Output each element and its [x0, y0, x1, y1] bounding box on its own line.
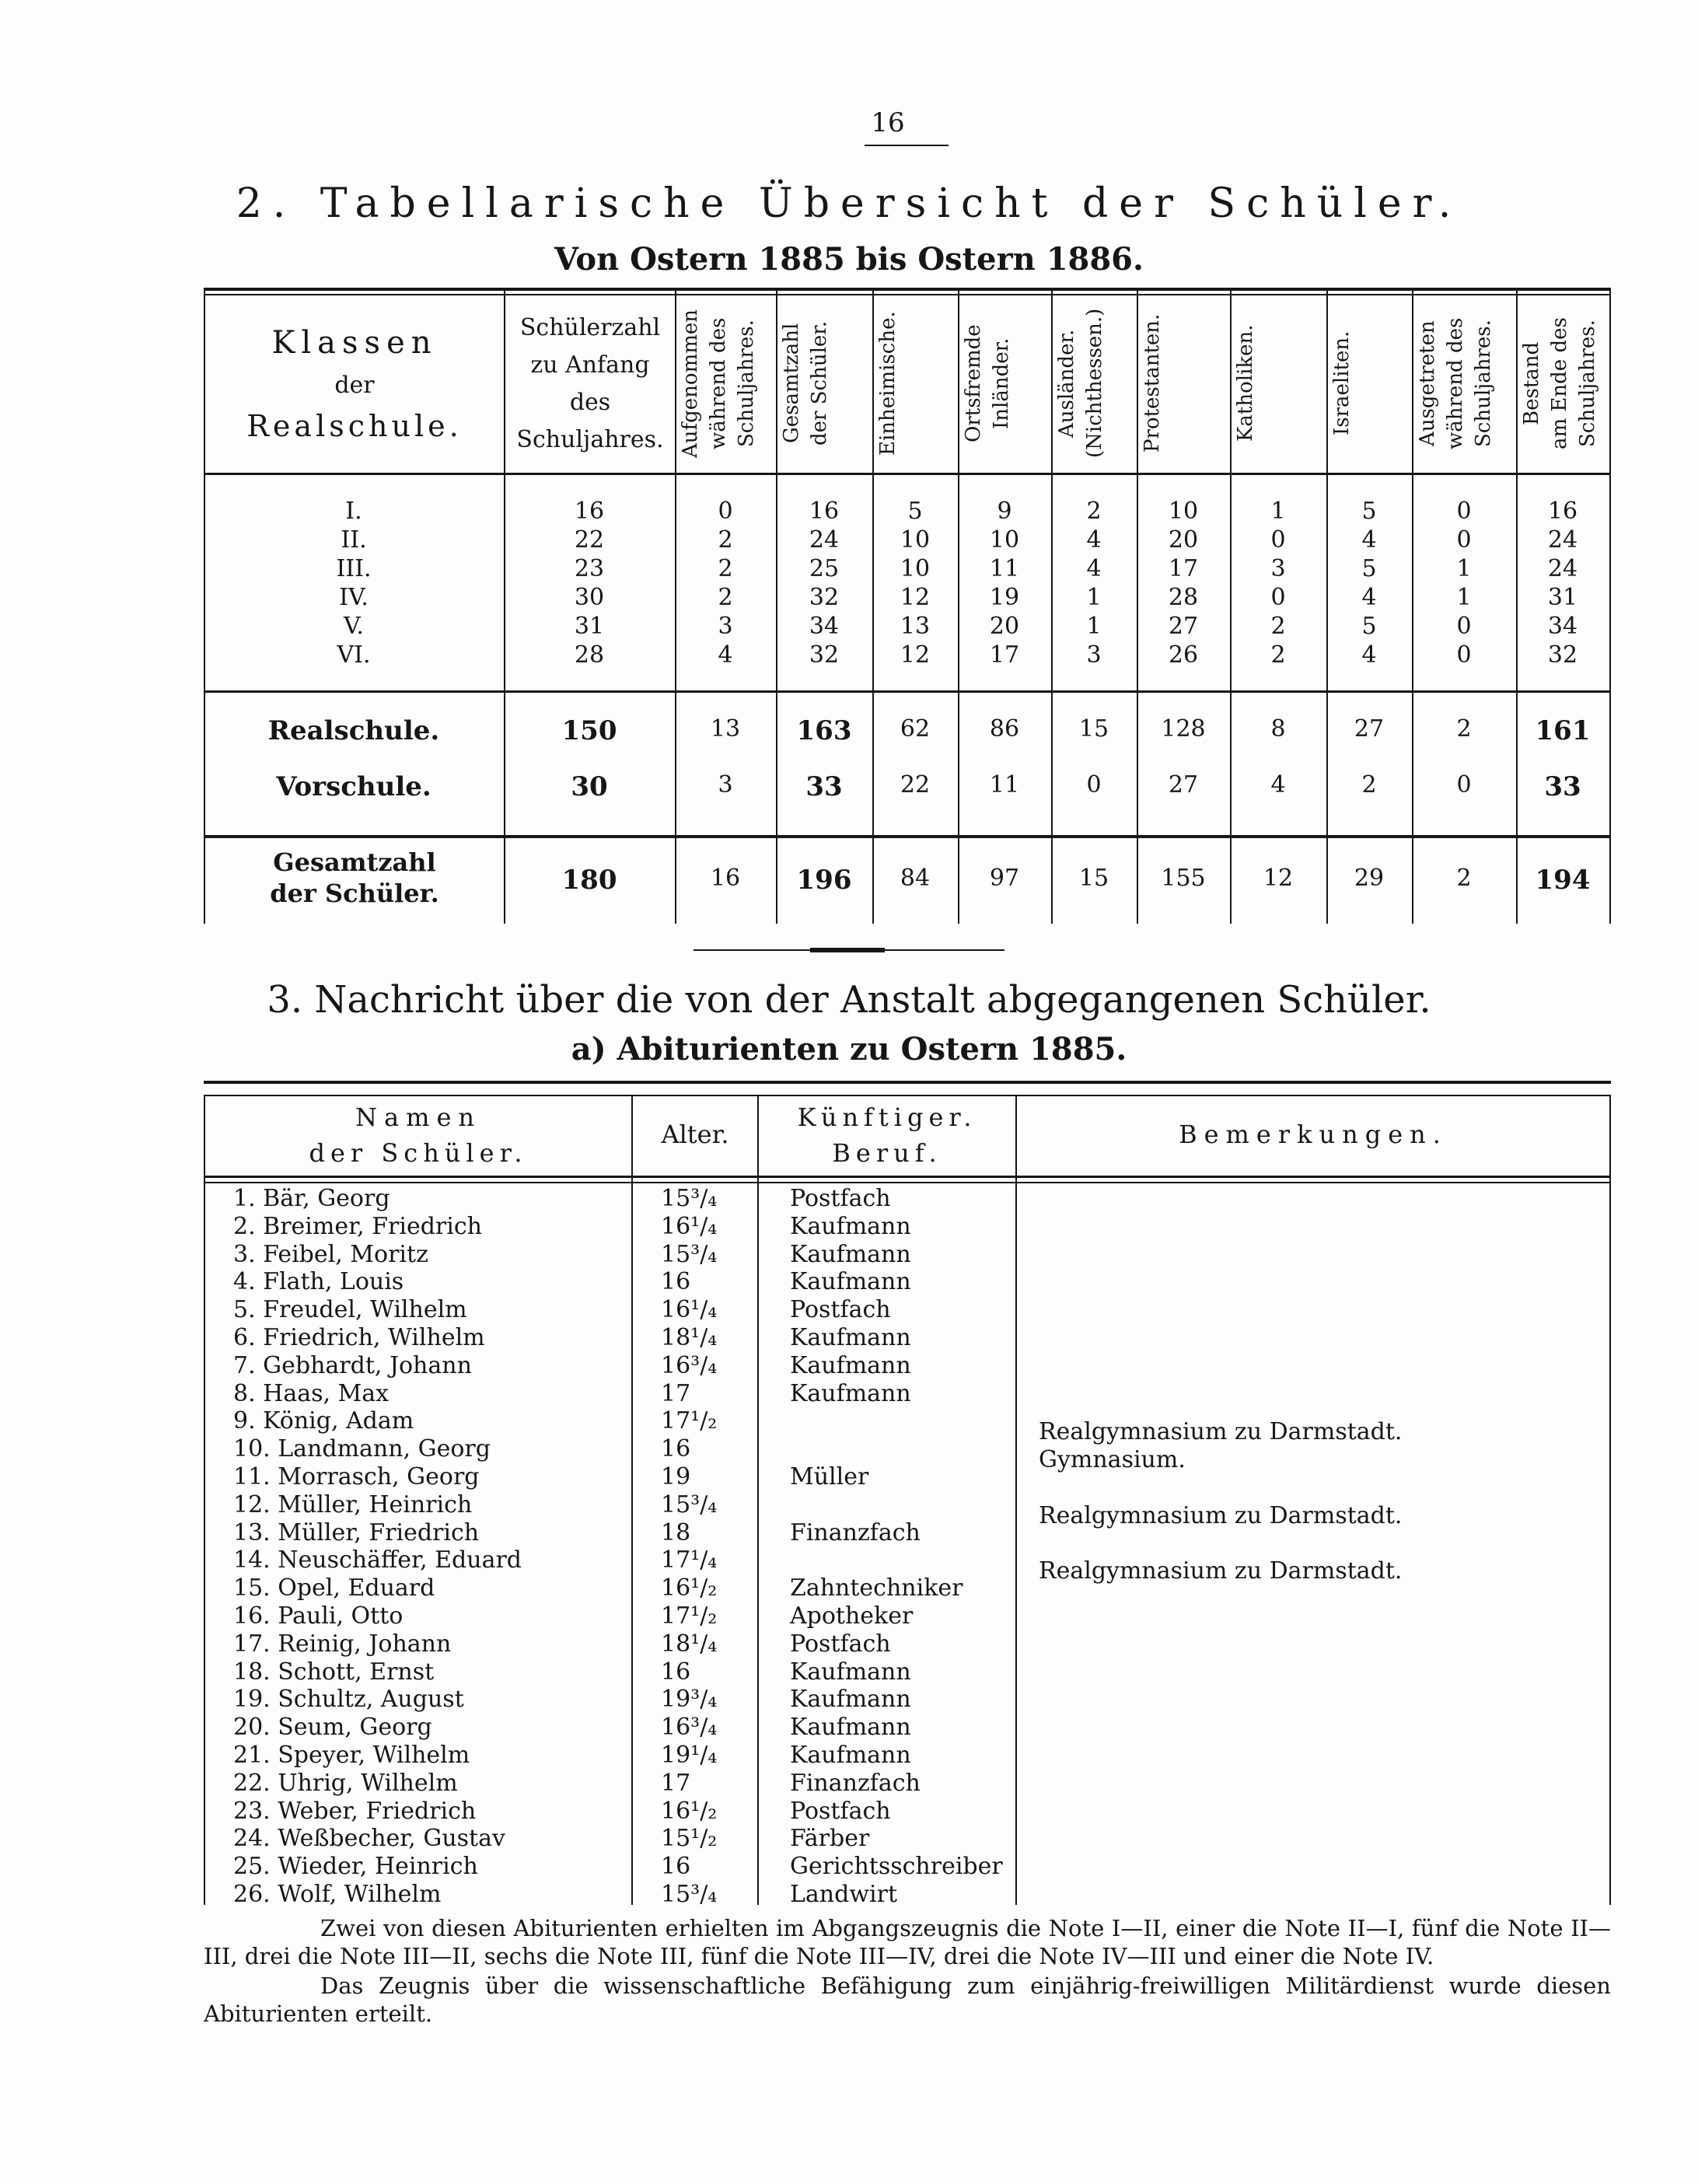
header-ortsfremde: Ortsfremde Inländer.: [962, 324, 1013, 442]
gesamt-cell: 29: [1354, 865, 1385, 892]
student-age: 16: [661, 1658, 691, 1686]
student-name: 12. Müller, Heinrich: [233, 1491, 473, 1518]
student-profession: Kaufmann: [790, 1241, 911, 1268]
student-name: 23. Weber, Friedrich: [233, 1798, 477, 1825]
gesamt-label-2: der Schüler.: [270, 879, 439, 908]
student-age: 15³/₄: [661, 1241, 718, 1268]
header-schuelerzahl-2: zu Anfang: [530, 351, 650, 379]
table-cell: 5: [1361, 555, 1377, 582]
student-profession: Kaufmann: [790, 1324, 911, 1351]
student-age: 16³/₄: [661, 1714, 718, 1741]
student-remark: Realgymnasium zu Darmstadt.: [1039, 1502, 1403, 1529]
table-cell: 24: [1547, 555, 1578, 582]
table-cell: 20: [1168, 526, 1199, 554]
table2-top-rule: [204, 1081, 1611, 1084]
realschule-cell: 2: [1456, 715, 1472, 743]
student-profession: Kaufmann: [790, 1742, 911, 1769]
header-schuelerzahl-4: Schuljahres.: [516, 426, 664, 453]
table-cell: 1: [1456, 555, 1472, 582]
student-profession: Postfach: [790, 1630, 891, 1658]
student-age: 16¹/₄: [661, 1296, 718, 1323]
student-remark: Gymnasium.: [1039, 1446, 1186, 1473]
table-cell: 2: [1086, 498, 1102, 525]
table-cell: 16: [574, 498, 605, 525]
student-name: 16. Pauli, Otto: [233, 1602, 404, 1630]
col-line: [1609, 289, 1611, 924]
table-cell: 23: [574, 555, 605, 582]
student-age: 16: [661, 1268, 691, 1295]
gesamt-cell: 155: [1161, 865, 1206, 892]
student-age: 15³/₄: [661, 1881, 718, 1908]
table-cell: 31: [574, 613, 605, 640]
table-cell: 28: [1168, 584, 1199, 611]
table-cell: 11: [989, 555, 1020, 582]
student-age: 19¹/₄: [661, 1742, 718, 1769]
table-cell: 10: [1168, 498, 1199, 525]
gesamt-cell: 84: [900, 865, 931, 892]
student-profession: Gerichtsschreiber: [790, 1853, 1003, 1880]
header-aufgenommen: Aufgenommen während des Schuljahres.: [679, 309, 758, 458]
table-cell: 4: [1086, 526, 1102, 554]
table-cell: 9: [997, 498, 1012, 525]
student-age: 19³/₄: [661, 1686, 718, 1713]
table-top-rule-thin: [204, 294, 1611, 295]
table-cell: 34: [809, 613, 840, 640]
student-profession: Finanzfach: [790, 1519, 921, 1546]
table-cell: 1: [1086, 584, 1102, 611]
header-schuelerzahl-3: des: [569, 389, 611, 416]
col-line: [204, 1095, 205, 1905]
section2-subtitle: Von Ostern 1885 bis Ostern 1886.: [554, 241, 1144, 278]
table-cell: 16: [1547, 498, 1578, 525]
realschule-cell: 163: [796, 715, 852, 746]
class-label: IV.: [339, 584, 369, 611]
section3-subtitle: a) Abiturienten zu Ostern 1885.: [571, 1031, 1127, 1068]
header-protestanten: Protestanten.: [1141, 313, 1164, 453]
student-profession: Postfach: [790, 1185, 891, 1212]
student-profession: Kaufmann: [790, 1213, 911, 1240]
vorschule-cell: 0: [1086, 771, 1102, 798]
footnote-certificate: Das Zeugnis über die wissenschaftliche Befähigung zum einjährig-freiwilligen Militärdienst wurde diesen Abiturienten erteilt.: [204, 1973, 1611, 2027]
vorschule-cell: 27: [1168, 771, 1199, 798]
student-age: 15³/₄: [661, 1491, 718, 1518]
table-cell: 12: [900, 584, 931, 611]
section3-title: 3. Nachricht über die von der Anstalt abgegangenen Schüler.: [267, 978, 1431, 1022]
student-profession: Kaufmann: [790, 1658, 911, 1686]
table-cell: 0: [1456, 641, 1472, 669]
class-label: I.: [345, 498, 362, 525]
header-beruf-2: Beruf.: [832, 1138, 942, 1168]
header-bemerkungen: Bemerkungen.: [1179, 1120, 1448, 1149]
student-profession: Kaufmann: [790, 1686, 911, 1713]
table-cell: 26: [1168, 641, 1199, 669]
gesamt-cell: 194: [1535, 865, 1591, 896]
student-name: 5. Freudel, Wilhelm: [233, 1296, 467, 1323]
footnote-grades: Zwei von diesen Abiturienten erhielten im Abgangszeugnis die Note I—II, einer die Note II—I, fünf die Note II—III, drei die Note III—II, sechs die Note III, fünf die Note III—IV, drei die Note IV—III und einer die Note IV.: [204, 1915, 1611, 1969]
vorschule-cell: 4: [1270, 771, 1286, 798]
realschule-cell: 150: [561, 715, 617, 746]
student-age: 19: [661, 1463, 691, 1490]
table2-top-rule-thin: [204, 1095, 1611, 1096]
student-name: 14. Neuschäffer, Eduard: [233, 1546, 522, 1574]
table-cell: 2: [1270, 641, 1286, 669]
table-cell: 3: [1270, 555, 1286, 582]
student-name: 6. Friedrich, Wilhelm: [233, 1324, 485, 1351]
vorschule-cell: 3: [718, 771, 733, 798]
table-cell: 2: [718, 555, 733, 582]
subtotal-bottom-rule: [204, 835, 1611, 838]
page-number: 16: [871, 107, 905, 138]
realschule-cell: 8: [1270, 715, 1286, 743]
table-cell: 28: [574, 641, 605, 669]
table-cell: 10: [989, 526, 1020, 554]
vorschule-cell: 0: [1456, 771, 1472, 798]
student-age: 17¹/₂: [661, 1407, 718, 1434]
student-profession: Kaufmann: [790, 1352, 911, 1379]
header-namen-2: der Schüler.: [309, 1138, 528, 1168]
table-cell: 2: [718, 526, 733, 554]
col-line: [757, 1095, 759, 1905]
table-cell: 4: [1086, 555, 1102, 582]
realschule-cell: 15: [1078, 715, 1109, 743]
table2-header-rule: [204, 1176, 1611, 1178]
table-cell: 0: [1456, 613, 1472, 640]
vorschule-cell: 2: [1361, 771, 1377, 798]
table-cell: 4: [1361, 584, 1377, 611]
student-age: 16³/₄: [661, 1352, 718, 1379]
student-age: 16¹/₄: [661, 1213, 718, 1240]
table-cell: 16: [809, 498, 840, 525]
student-age: 18¹/₄: [661, 1324, 718, 1351]
student-name: 4. Flath, Louis: [233, 1268, 404, 1295]
student-name: 3. Feibel, Moritz: [233, 1241, 428, 1268]
table-cell: 3: [718, 613, 733, 640]
header-namen-1: Namen: [355, 1102, 481, 1132]
header-klassen-3: Realschule.: [246, 409, 463, 443]
gesamt-cell: 180: [561, 865, 617, 896]
table-cell: 20: [989, 613, 1020, 640]
table-cell: 5: [1361, 498, 1377, 525]
student-age: 16¹/₂: [661, 1798, 718, 1825]
student-name: 1. Bär, Georg: [233, 1185, 390, 1212]
gesamt-cell: 196: [796, 865, 852, 896]
student-name: 21. Speyer, Wilhelm: [233, 1742, 470, 1769]
table-cell: 12: [900, 641, 931, 669]
vorschule-cell: 22: [900, 771, 931, 798]
student-age: 16: [661, 1435, 691, 1462]
student-age: 18: [661, 1519, 691, 1546]
section-divider-center: [810, 948, 885, 952]
student-profession: Landwirt: [790, 1881, 898, 1908]
table-cell: 3: [1086, 641, 1102, 669]
table-cell: 4: [718, 641, 733, 669]
gesamt-cell: 2: [1456, 865, 1472, 892]
student-name: 8. Haas, Max: [233, 1380, 390, 1407]
student-remark: Realgymnasium zu Darmstadt.: [1039, 1418, 1403, 1445]
table-cell: 0: [1270, 526, 1286, 554]
table-cell: 25: [809, 555, 840, 582]
table-cell: 31: [1547, 584, 1578, 611]
table-cell: 5: [907, 498, 923, 525]
realschule-cell: 128: [1161, 715, 1206, 743]
gesamt-cell: 97: [989, 865, 1020, 892]
vorschule-cell: 11: [989, 771, 1020, 798]
table-cell: 19: [989, 584, 1020, 611]
student-name: 22. Uhrig, Wilhelm: [233, 1770, 458, 1797]
student-profession: Postfach: [790, 1798, 891, 1825]
student-name: 26. Wolf, Wilhelm: [233, 1881, 442, 1908]
gesamt-cell: 12: [1263, 865, 1294, 892]
class-label: III.: [336, 555, 372, 582]
student-name: 13. Müller, Friedrich: [233, 1519, 480, 1546]
student-age: 17¹/₂: [661, 1602, 718, 1630]
table-cell: 1: [1086, 613, 1102, 640]
table-cell: 24: [809, 526, 840, 554]
header-gesamtzahl: Gesamtzahl der Schüler.: [780, 320, 831, 446]
student-profession: Kaufmann: [790, 1714, 911, 1741]
student-name: 19. Schultz, August: [233, 1686, 464, 1713]
student-age: 16: [661, 1853, 691, 1880]
col-line: [1609, 1095, 1611, 1905]
table-cell: 0: [718, 498, 733, 525]
table2-header-rule-thin: [204, 1182, 1611, 1183]
student-profession: Apotheker: [790, 1602, 914, 1630]
vorschule-cell: 33: [1544, 771, 1581, 802]
table-cell: 24: [1547, 526, 1578, 554]
realschule-cell: 27: [1354, 715, 1385, 743]
student-name: 15. Opel, Eduard: [233, 1574, 435, 1602]
page-number-rule: [865, 145, 949, 146]
student-name: 18. Schott, Ernst: [233, 1658, 435, 1686]
table-cell: 34: [1547, 613, 1578, 640]
classes-bottom-rule: [204, 690, 1611, 693]
table-cell: 10: [900, 555, 931, 582]
col-line: [1015, 1095, 1017, 1905]
header-ausgetreten: Ausgetreten während des Schuljahres.: [1416, 317, 1495, 449]
table-cell: 1: [1270, 498, 1286, 525]
table-cell: 13: [900, 613, 931, 640]
header-klassen-2: der: [334, 372, 375, 399]
gesamt-cell: 15: [1078, 865, 1109, 892]
table-cell: 32: [809, 584, 840, 611]
student-profession: Färber: [790, 1825, 870, 1852]
header-alter: Alter.: [661, 1120, 729, 1149]
table-cell: 27: [1168, 613, 1199, 640]
gesamt-cell: 16: [710, 865, 741, 892]
section2-title: 2. Tabellarische Übersicht der Schüler.: [236, 180, 1462, 227]
student-name: 9. König, Adam: [233, 1407, 414, 1434]
student-profession: Postfach: [790, 1296, 891, 1323]
realschule-cell: 161: [1535, 715, 1591, 746]
table-cell: 2: [718, 584, 733, 611]
table-cell: 0: [1456, 526, 1472, 554]
student-age: 17: [661, 1770, 691, 1797]
header-bottom-rule: [204, 473, 1611, 475]
student-name: 7. Gebhardt, Johann: [233, 1352, 472, 1379]
header-schuelerzahl-1: Schülerzahl: [519, 314, 661, 341]
table-cell: 22: [574, 526, 605, 554]
gesamt-label-1: Gesamtzahl: [273, 847, 436, 877]
table-cell: 2: [1270, 613, 1286, 640]
student-age: 16¹/₂: [661, 1574, 718, 1602]
vorschule-cell: 33: [805, 771, 843, 802]
header-katholiken: Katholiken.: [1234, 324, 1257, 442]
table-cell: 17: [989, 641, 1020, 669]
student-name: 2. Breimer, Friedrich: [233, 1213, 482, 1240]
student-name: 17. Reinig, Johann: [233, 1630, 452, 1658]
student-profession: Kaufmann: [790, 1380, 911, 1407]
table-cell: 4: [1361, 526, 1377, 554]
student-name: 24. Weßbecher, Gustav: [233, 1825, 505, 1852]
header-beruf-1: Künftiger.: [797, 1102, 977, 1132]
realschule-cell: 86: [989, 715, 1020, 743]
table-top-rule: [204, 288, 1611, 291]
student-profession: Finanzfach: [790, 1770, 921, 1797]
student-age: 15¹/₂: [661, 1825, 718, 1852]
student-age: 18¹/₄: [661, 1630, 718, 1658]
class-label: VI.: [337, 641, 371, 669]
table-cell: 0: [1270, 584, 1286, 611]
student-name: 10. Landmann, Georg: [233, 1435, 491, 1462]
realschule-label: Realschule.: [267, 715, 440, 746]
table-cell: 32: [809, 641, 840, 669]
student-profession: Müller: [790, 1463, 869, 1490]
col-line: [631, 1095, 633, 1905]
table-cell: 17: [1168, 555, 1199, 582]
class-label: V.: [344, 613, 364, 640]
header-bestand: Bestand am Ende des Schuljahres.: [1520, 317, 1599, 449]
header-auslaender: Ausländer. (Nichthessen.): [1055, 308, 1106, 459]
realschule-cell: 62: [900, 715, 931, 743]
student-name: 25. Wieder, Heinrich: [233, 1853, 478, 1880]
table-cell: 5: [1361, 613, 1377, 640]
vorschule-label: Vorschule.: [276, 771, 431, 802]
student-age: 17: [661, 1380, 691, 1407]
student-name: 11. Morrasch, Georg: [233, 1463, 480, 1490]
table-cell: 32: [1547, 641, 1578, 669]
table-cell: 0: [1456, 498, 1472, 525]
realschule-cell: 13: [710, 715, 741, 743]
header-einheimische: Einheimische.: [876, 311, 900, 456]
table-cell: 30: [574, 584, 605, 611]
table-cell: 10: [900, 526, 931, 554]
vorschule-cell: 30: [571, 771, 608, 802]
student-age: 15³/₄: [661, 1185, 718, 1212]
student-profession: Kaufmann: [790, 1268, 911, 1295]
header-klassen-1: Klassen: [271, 325, 438, 361]
header-israeliten: Israeliten.: [1330, 330, 1354, 436]
table-cell: 4: [1361, 641, 1377, 669]
student-age: 17¹/₄: [661, 1546, 718, 1574]
student-name: 20. Seum, Georg: [233, 1714, 432, 1741]
student-profession: Zahntechniker: [790, 1574, 963, 1602]
class-label: II.: [341, 526, 367, 554]
table-cell: 1: [1456, 584, 1472, 611]
student-remark: Realgymnasium zu Darmstadt.: [1039, 1557, 1403, 1585]
